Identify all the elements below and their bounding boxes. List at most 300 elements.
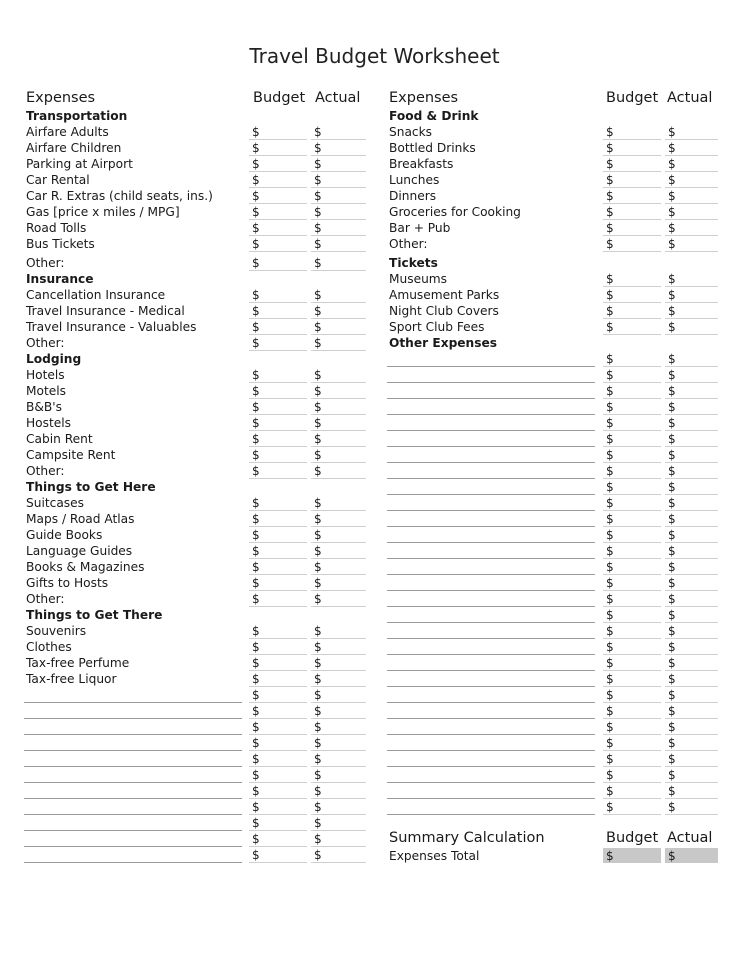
currency-symbol: $ bbox=[252, 336, 260, 350]
budget-amount-field[interactable] bbox=[249, 431, 307, 447]
currency-symbol: $ bbox=[314, 368, 322, 382]
actual-amount-field[interactable] bbox=[665, 415, 718, 431]
currency-symbol: $ bbox=[252, 189, 260, 203]
section-heading-insurance: Insurance bbox=[26, 272, 94, 286]
budget-amount-field[interactable] bbox=[249, 735, 307, 751]
total-budget-field[interactable] bbox=[603, 848, 661, 863]
actual-amount-field[interactable] bbox=[311, 188, 366, 204]
blank-label-line[interactable] bbox=[387, 398, 595, 399]
budget-amount-field[interactable] bbox=[249, 767, 307, 783]
blank-label-line[interactable] bbox=[387, 590, 595, 591]
budget-amount-field[interactable] bbox=[249, 447, 307, 463]
currency-symbol: $ bbox=[668, 448, 676, 462]
currency-symbol: $ bbox=[668, 592, 676, 606]
budget-amount-field[interactable] bbox=[249, 399, 307, 415]
actual-amount-field[interactable] bbox=[311, 815, 366, 831]
budget-amount-field[interactable] bbox=[249, 847, 307, 863]
actual-amount-field[interactable] bbox=[665, 783, 718, 799]
actual-amount-field[interactable] bbox=[665, 188, 718, 204]
currency-symbol: $ bbox=[668, 768, 676, 782]
budget-amount-field[interactable] bbox=[603, 204, 661, 220]
budget-amount-field[interactable] bbox=[249, 255, 307, 271]
actual-amount-field[interactable] bbox=[311, 591, 366, 607]
budget-amount-field[interactable] bbox=[249, 831, 307, 847]
budget-amount-field[interactable] bbox=[249, 671, 307, 687]
budget-amount-field[interactable] bbox=[603, 431, 661, 447]
budget-amount-field[interactable] bbox=[603, 671, 661, 687]
expense-label-car-r-extras-child-seats-ins: Car R. Extras (child seats, ins.) bbox=[26, 189, 213, 203]
blank-label-line[interactable] bbox=[24, 814, 242, 815]
expense-label-groceries-for-cooking: Groceries for Cooking bbox=[389, 205, 521, 219]
blank-label-line[interactable] bbox=[387, 510, 595, 511]
budget-amount-field[interactable] bbox=[249, 639, 307, 655]
actual-amount-field[interactable] bbox=[311, 847, 366, 863]
currency-symbol: $ bbox=[314, 560, 322, 574]
budget-amount-field[interactable] bbox=[603, 220, 661, 236]
budget-amount-field[interactable] bbox=[603, 495, 661, 511]
budget-amount-field[interactable] bbox=[603, 188, 661, 204]
budget-amount-field[interactable] bbox=[249, 511, 307, 527]
currency-symbol: $ bbox=[252, 448, 260, 462]
blank-label-line[interactable] bbox=[387, 814, 595, 815]
blank-label-line[interactable] bbox=[24, 702, 242, 703]
currency-symbol: $ bbox=[252, 141, 260, 155]
currency-symbol: $ bbox=[314, 704, 322, 718]
actual-amount-field[interactable] bbox=[665, 655, 718, 671]
currency-symbol: $ bbox=[668, 704, 676, 718]
currency-symbol: $ bbox=[252, 784, 260, 798]
blank-label-line[interactable] bbox=[387, 766, 595, 767]
blank-label-line[interactable] bbox=[387, 782, 595, 783]
budget-amount-field[interactable] bbox=[249, 383, 307, 399]
actual-amount-field[interactable] bbox=[311, 303, 366, 319]
actual-amount-field[interactable] bbox=[311, 751, 366, 767]
budget-amount-field[interactable] bbox=[249, 220, 307, 236]
budget-amount-field[interactable] bbox=[249, 783, 307, 799]
currency-symbol: $ bbox=[252, 125, 260, 139]
actual-amount-field[interactable] bbox=[665, 591, 718, 607]
blank-label-line[interactable] bbox=[387, 574, 595, 575]
currency-symbol: $ bbox=[668, 368, 676, 382]
budget-amount-field[interactable] bbox=[603, 140, 661, 156]
expense-label-language-guides: Language Guides bbox=[26, 544, 133, 558]
budget-amount-field[interactable] bbox=[249, 655, 307, 671]
actual-amount-field[interactable] bbox=[665, 671, 718, 687]
blank-label-line[interactable] bbox=[387, 654, 595, 655]
actual-amount-field[interactable] bbox=[311, 399, 366, 415]
budget-amount-field[interactable] bbox=[603, 367, 661, 383]
budget-amount-field[interactable] bbox=[603, 172, 661, 188]
section-heading-transportation: Transportation bbox=[26, 109, 128, 123]
actual-amount-field[interactable] bbox=[311, 383, 366, 399]
actual-amount-field[interactable] bbox=[311, 447, 366, 463]
currency-symbol: $ bbox=[314, 237, 322, 251]
actual-amount-field[interactable] bbox=[665, 463, 718, 479]
currency-symbol: $ bbox=[314, 432, 322, 446]
blank-label-line[interactable] bbox=[387, 414, 595, 415]
blank-label-line[interactable] bbox=[387, 494, 595, 495]
blank-label-line[interactable] bbox=[387, 622, 595, 623]
currency-symbol: $ bbox=[668, 221, 676, 235]
budget-amount-field[interactable] bbox=[603, 767, 661, 783]
budget-amount-field[interactable] bbox=[249, 559, 307, 575]
currency-symbol: $ bbox=[314, 256, 322, 270]
blank-label-line[interactable] bbox=[387, 446, 595, 447]
currency-symbol: $ bbox=[314, 624, 322, 638]
blank-label-line[interactable] bbox=[24, 734, 242, 735]
blank-label-line[interactable] bbox=[387, 382, 595, 383]
currency-symbol: $ bbox=[606, 352, 614, 366]
actual-amount-field[interactable] bbox=[665, 703, 718, 719]
expense-label-maps-road-atlas: Maps / Road Atlas bbox=[26, 512, 135, 526]
budget-amount-field[interactable] bbox=[249, 815, 307, 831]
budget-amount-field[interactable] bbox=[249, 156, 307, 172]
actual-amount-field[interactable] bbox=[311, 431, 366, 447]
actual-amount-field[interactable] bbox=[665, 383, 718, 399]
currency-symbol: $ bbox=[314, 173, 322, 187]
actual-amount-field[interactable] bbox=[311, 687, 366, 703]
actual-amount-field[interactable] bbox=[665, 204, 718, 220]
currency-symbol: $ bbox=[668, 141, 676, 155]
currency-symbol: $ bbox=[252, 157, 260, 171]
actual-amount-field[interactable] bbox=[665, 543, 718, 559]
actual-amount-field[interactable] bbox=[311, 319, 366, 335]
actual-amount-field[interactable] bbox=[665, 751, 718, 767]
page-title: Travel Budget Worksheet bbox=[249, 44, 500, 68]
currency-symbol: $ bbox=[668, 125, 676, 139]
currency-symbol: $ bbox=[668, 560, 676, 574]
actual-amount-field[interactable] bbox=[665, 767, 718, 783]
budget-amount-field[interactable] bbox=[603, 559, 661, 575]
actual-amount-field[interactable] bbox=[311, 415, 366, 431]
expense-label-clothes: Clothes bbox=[26, 640, 72, 654]
budget-amount-field[interactable] bbox=[603, 303, 661, 319]
actual-amount-field[interactable] bbox=[665, 351, 718, 367]
currency-symbol: $ bbox=[668, 416, 676, 430]
actual-amount-field[interactable] bbox=[311, 220, 366, 236]
budget-amount-field[interactable] bbox=[603, 287, 661, 303]
actual-amount-field[interactable] bbox=[665, 271, 718, 287]
blank-label-line[interactable] bbox=[24, 766, 242, 767]
budget-amount-field[interactable] bbox=[249, 335, 307, 351]
currency-symbol: $ bbox=[252, 768, 260, 782]
actual-amount-field[interactable] bbox=[311, 831, 366, 847]
budget-amount-field[interactable] bbox=[249, 751, 307, 767]
budget-amount-field[interactable] bbox=[249, 172, 307, 188]
expense-label-other: Other: bbox=[26, 256, 65, 270]
budget-amount-field[interactable] bbox=[603, 447, 661, 463]
blank-label-line[interactable] bbox=[387, 606, 595, 607]
budget-amount-field[interactable] bbox=[603, 319, 661, 335]
blank-label-line[interactable] bbox=[387, 366, 595, 367]
budget-amount-field[interactable] bbox=[249, 287, 307, 303]
blank-label-line[interactable] bbox=[387, 462, 595, 463]
budget-amount-field[interactable] bbox=[603, 511, 661, 527]
actual-amount-field[interactable] bbox=[665, 303, 718, 319]
expense-label-gas-price-x-miles-mpg: Gas [price x miles / MPG] bbox=[26, 205, 180, 219]
actual-amount-field[interactable] bbox=[311, 655, 366, 671]
budget-amount-field[interactable] bbox=[249, 623, 307, 639]
currency-symbol: $ bbox=[314, 400, 322, 414]
budget-amount-field[interactable] bbox=[249, 188, 307, 204]
currency-symbol: $ bbox=[252, 800, 260, 814]
actual-header: Actual bbox=[315, 90, 361, 106]
expense-label-lunches: Lunches bbox=[389, 173, 440, 187]
budget-amount-field[interactable] bbox=[249, 575, 307, 591]
expense-label-road-tolls: Road Tolls bbox=[26, 221, 87, 235]
expense-label-guide-books: Guide Books bbox=[26, 528, 103, 542]
blank-label-line[interactable] bbox=[387, 702, 595, 703]
budget-amount-field[interactable] bbox=[603, 703, 661, 719]
actual-amount-field[interactable] bbox=[665, 495, 718, 511]
actual-amount-field[interactable] bbox=[665, 399, 718, 415]
currency-symbol: $ bbox=[252, 400, 260, 414]
currency-symbol: $ bbox=[252, 368, 260, 382]
budget-amount-field[interactable] bbox=[249, 543, 307, 559]
blank-label-line[interactable] bbox=[387, 542, 595, 543]
currency-symbol: $ bbox=[606, 640, 614, 654]
budget-amount-field[interactable] bbox=[249, 591, 307, 607]
blank-label-line[interactable] bbox=[387, 718, 595, 719]
currency-symbol: $ bbox=[668, 320, 676, 334]
blank-label-line[interactable] bbox=[24, 718, 242, 719]
currency-symbol: $ bbox=[252, 544, 260, 558]
currency-symbol: $ bbox=[606, 784, 614, 798]
currency-symbol: $ bbox=[606, 688, 614, 702]
actual-amount-field[interactable] bbox=[665, 639, 718, 655]
currency-symbol: $ bbox=[314, 816, 322, 830]
budget-amount-field[interactable] bbox=[249, 140, 307, 156]
budget-amount-field[interactable] bbox=[603, 351, 661, 367]
actual-amount-field[interactable] bbox=[665, 236, 718, 252]
actual-amount-field[interactable] bbox=[665, 287, 718, 303]
actual-amount-field[interactable] bbox=[311, 124, 366, 140]
actual-amount-field[interactable] bbox=[665, 623, 718, 639]
actual-amount-field[interactable] bbox=[311, 172, 366, 188]
budget-amount-field[interactable] bbox=[249, 687, 307, 703]
budget-amount-field[interactable] bbox=[249, 495, 307, 511]
currency-symbol: $ bbox=[606, 736, 614, 750]
actual-amount-field[interactable] bbox=[665, 527, 718, 543]
currency-symbol: $ bbox=[668, 720, 676, 734]
actual-amount-field[interactable] bbox=[311, 335, 366, 351]
budget-amount-field[interactable] bbox=[603, 735, 661, 751]
currency-symbol: $ bbox=[606, 205, 614, 219]
blank-label-line[interactable] bbox=[24, 798, 242, 799]
currency-symbol: $ bbox=[606, 528, 614, 542]
actual-amount-field[interactable] bbox=[665, 687, 718, 703]
currency-symbol: $ bbox=[252, 736, 260, 750]
blank-label-line[interactable] bbox=[387, 750, 595, 751]
actual-amount-field[interactable] bbox=[311, 767, 366, 783]
blank-label-line[interactable] bbox=[387, 430, 595, 431]
budget-amount-field[interactable] bbox=[603, 751, 661, 767]
budget-amount-field[interactable] bbox=[249, 367, 307, 383]
expense-label-airfare-adults: Airfare Adults bbox=[26, 125, 109, 139]
currency-symbol: $ bbox=[668, 464, 676, 478]
actual-amount-field[interactable] bbox=[311, 156, 366, 172]
currency-symbol: $ bbox=[314, 416, 322, 430]
currency-symbol: $ bbox=[606, 288, 614, 302]
actual-amount-field[interactable] bbox=[665, 511, 718, 527]
actual-amount-field[interactable] bbox=[311, 236, 366, 252]
currency-symbol: $ bbox=[606, 400, 614, 414]
actual-amount-field[interactable] bbox=[311, 204, 366, 220]
actual-amount-field[interactable] bbox=[311, 799, 366, 815]
actual-amount-field[interactable] bbox=[665, 220, 718, 236]
expense-label-tax-free-liquor: Tax-free Liquor bbox=[26, 672, 117, 686]
currency-symbol: $ bbox=[252, 656, 260, 670]
actual-amount-field[interactable] bbox=[311, 495, 366, 511]
actual-amount-field[interactable] bbox=[665, 799, 718, 815]
currency-symbol: $ bbox=[314, 576, 322, 590]
blank-label-line[interactable] bbox=[387, 478, 595, 479]
currency-symbol: $ bbox=[252, 464, 260, 478]
actual-amount-field[interactable] bbox=[665, 719, 718, 735]
budget-amount-field[interactable] bbox=[603, 719, 661, 735]
blank-label-line[interactable] bbox=[24, 782, 242, 783]
expense-label-bus-tickets: Bus Tickets bbox=[26, 237, 95, 251]
actual-amount-field[interactable] bbox=[311, 719, 366, 735]
budget-amount-field[interactable] bbox=[249, 527, 307, 543]
budget-amount-field[interactable] bbox=[603, 463, 661, 479]
currency-symbol: $ bbox=[668, 576, 676, 590]
actual-amount-field[interactable] bbox=[311, 287, 366, 303]
currency-symbol: $ bbox=[252, 528, 260, 542]
blank-label-line[interactable] bbox=[387, 526, 595, 527]
actual-amount-field[interactable] bbox=[665, 319, 718, 335]
actual-amount-field[interactable] bbox=[311, 559, 366, 575]
budget-amount-field[interactable] bbox=[603, 124, 661, 140]
actual-amount-field[interactable] bbox=[311, 527, 366, 543]
currency-symbol: $ bbox=[668, 656, 676, 670]
budget-amount-field[interactable] bbox=[603, 623, 661, 639]
currency-symbol: $ bbox=[252, 640, 260, 654]
budget-amount-field[interactable] bbox=[249, 319, 307, 335]
actual-amount-field[interactable] bbox=[665, 367, 718, 383]
blank-label-line[interactable] bbox=[387, 558, 595, 559]
budget-amount-field[interactable] bbox=[249, 799, 307, 815]
blank-label-line[interactable] bbox=[24, 750, 242, 751]
expense-label-other: Other: bbox=[26, 336, 65, 350]
actual-amount-field[interactable] bbox=[311, 783, 366, 799]
actual-amount-field[interactable] bbox=[665, 124, 718, 140]
summary-title: Summary Calculation bbox=[389, 830, 545, 846]
budget-amount-field[interactable] bbox=[603, 271, 661, 287]
budget-amount-field[interactable] bbox=[603, 575, 661, 591]
actual-amount-field[interactable] bbox=[311, 511, 366, 527]
budget-amount-field[interactable] bbox=[249, 463, 307, 479]
actual-amount-field[interactable] bbox=[665, 559, 718, 575]
currency-symbol: $ bbox=[668, 384, 676, 398]
actual-amount-field[interactable] bbox=[311, 623, 366, 639]
budget-amount-field[interactable] bbox=[603, 236, 661, 252]
budget-amount-field[interactable] bbox=[603, 415, 661, 431]
blank-label-line[interactable] bbox=[24, 830, 242, 831]
budget-amount-field[interactable] bbox=[249, 719, 307, 735]
currency-symbol: $ bbox=[252, 512, 260, 526]
actual-amount-field[interactable] bbox=[311, 140, 366, 156]
budget-amount-field[interactable] bbox=[249, 204, 307, 220]
actual-amount-field[interactable] bbox=[311, 367, 366, 383]
actual-amount-field[interactable] bbox=[665, 156, 718, 172]
currency-symbol: $ bbox=[668, 800, 676, 814]
currency-symbol: $ bbox=[252, 672, 260, 686]
actual-amount-field[interactable] bbox=[311, 255, 366, 271]
blank-label-line[interactable] bbox=[387, 734, 595, 735]
currency-symbol: $ bbox=[314, 448, 322, 462]
currency-symbol: $ bbox=[314, 205, 322, 219]
actual-amount-field[interactable] bbox=[311, 671, 366, 687]
budget-amount-field[interactable] bbox=[603, 655, 661, 671]
blank-label-line[interactable] bbox=[387, 638, 595, 639]
currency-symbol: $ bbox=[668, 288, 676, 302]
actual-amount-field[interactable] bbox=[665, 607, 718, 623]
currency-symbol: $ bbox=[314, 288, 322, 302]
budget-amount-field[interactable] bbox=[603, 799, 661, 815]
currency-symbol: $ bbox=[314, 800, 322, 814]
blank-label-line[interactable] bbox=[24, 846, 242, 847]
actual-amount-field[interactable] bbox=[311, 735, 366, 751]
budget-amount-field[interactable] bbox=[603, 527, 661, 543]
currency-symbol: $ bbox=[314, 592, 322, 606]
budget-amount-field[interactable] bbox=[603, 607, 661, 623]
actual-amount-field[interactable] bbox=[665, 479, 718, 495]
actual-amount-field[interactable] bbox=[311, 703, 366, 719]
blank-label-line[interactable] bbox=[24, 862, 242, 863]
blank-label-line[interactable] bbox=[387, 686, 595, 687]
budget-amount-field[interactable] bbox=[249, 303, 307, 319]
actual-amount-field[interactable] bbox=[665, 140, 718, 156]
budget-amount-field[interactable] bbox=[603, 399, 661, 415]
actual-amount-field[interactable] bbox=[311, 543, 366, 559]
budget-amount-field[interactable] bbox=[603, 543, 661, 559]
budget-amount-field[interactable] bbox=[249, 415, 307, 431]
budget-amount-field[interactable] bbox=[603, 383, 661, 399]
actual-amount-field[interactable] bbox=[311, 639, 366, 655]
total-actual-field[interactable] bbox=[665, 848, 718, 863]
budget-amount-field[interactable] bbox=[249, 236, 307, 252]
blank-label-line[interactable] bbox=[387, 798, 595, 799]
budget-amount-field[interactable] bbox=[603, 591, 661, 607]
blank-label-line[interactable] bbox=[387, 670, 595, 671]
currency-symbol: $ bbox=[606, 592, 614, 606]
budget-amount-field[interactable] bbox=[603, 687, 661, 703]
currency-symbol: $ bbox=[606, 384, 614, 398]
budget-amount-field[interactable] bbox=[249, 124, 307, 140]
currency-symbol: $ bbox=[606, 157, 614, 171]
expense-label-campsite-rent: Campsite Rent bbox=[26, 448, 116, 462]
currency-symbol: $ bbox=[252, 288, 260, 302]
actual-amount-field[interactable] bbox=[665, 431, 718, 447]
budget-amount-field[interactable] bbox=[603, 156, 661, 172]
actual-amount-field[interactable] bbox=[665, 735, 718, 751]
expenses-header: Expenses bbox=[389, 90, 459, 106]
actual-amount-field[interactable] bbox=[665, 447, 718, 463]
currency-symbol: $ bbox=[668, 189, 676, 203]
actual-amount-field[interactable] bbox=[665, 172, 718, 188]
actual-amount-field[interactable] bbox=[311, 575, 366, 591]
currency-symbol: $ bbox=[252, 576, 260, 590]
currency-symbol: $ bbox=[314, 752, 322, 766]
budget-amount-field[interactable] bbox=[603, 783, 661, 799]
actual-amount-field[interactable] bbox=[665, 575, 718, 591]
actual-amount-field[interactable] bbox=[311, 463, 366, 479]
budget-amount-field[interactable] bbox=[603, 639, 661, 655]
budget-amount-field[interactable] bbox=[603, 479, 661, 495]
expense-label-motels: Motels bbox=[26, 384, 66, 398]
budget-amount-field[interactable] bbox=[249, 703, 307, 719]
